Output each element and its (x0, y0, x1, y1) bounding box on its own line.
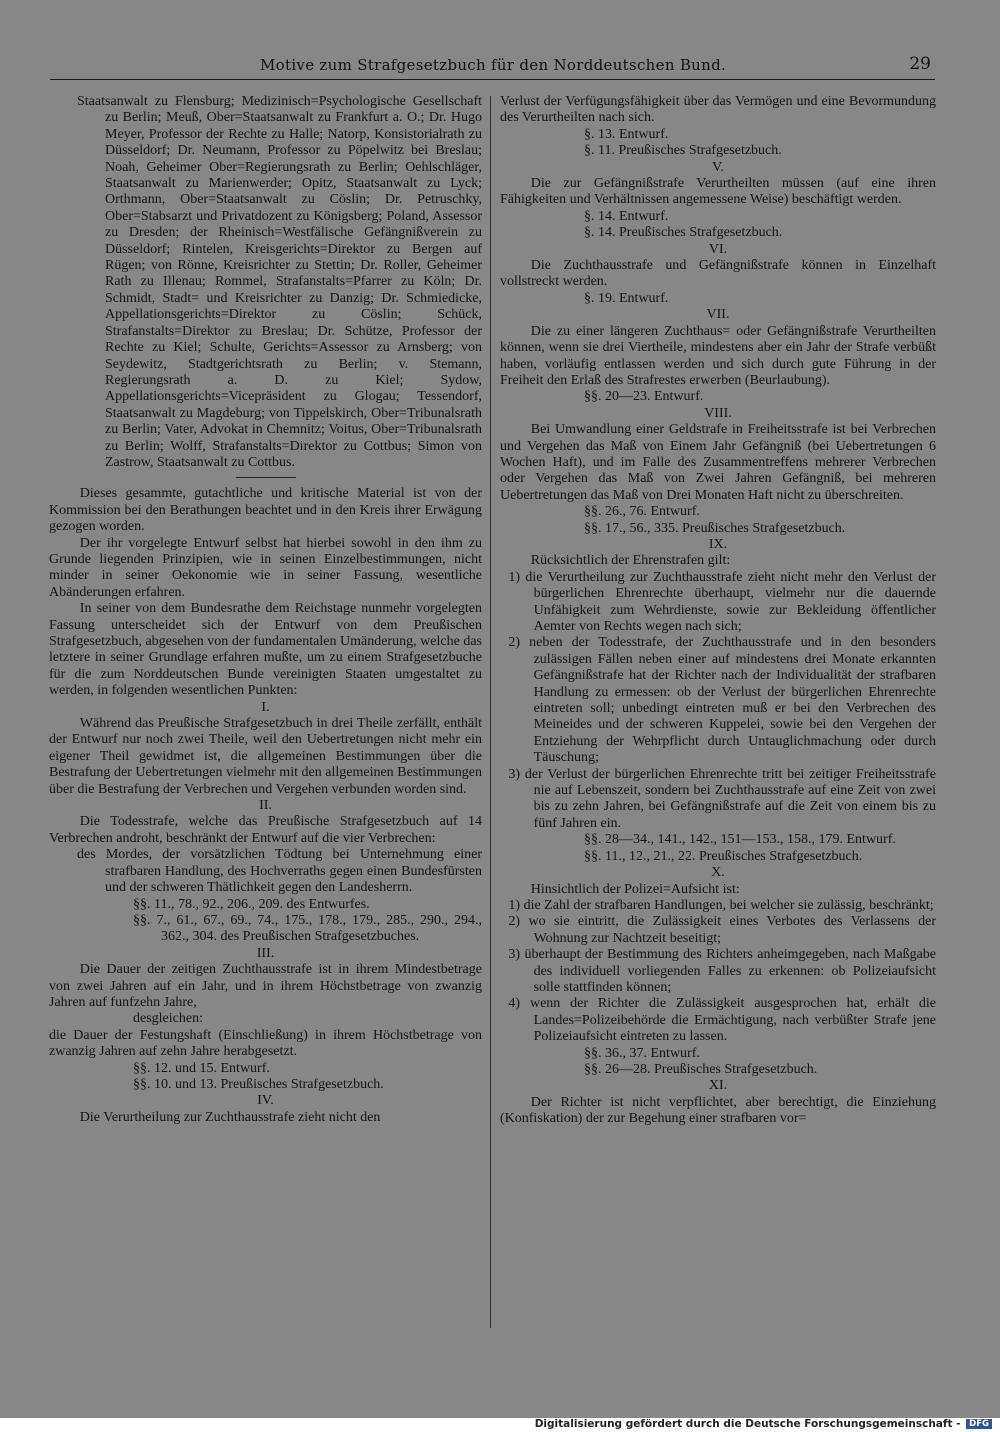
digitization-credit (535, 1418, 992, 1432)
list-item: 2) neben der Todesstrafe, der Zuchthausstrafe und in den besonders zulässigen Fällen neben einer auf mindestens drei Monate erkannten Gefängnißstrafe hat der Richter nach der Individualität der strafbaren Handlung zu ermessen: ob der Verlust der bürgerlichen Ehrenrechte eintreten soll; unbedingt eintreten muß er bei den Verbrechen des Meineides und der schweren Kuppelei, sowie bei den Vergehen der Entziehung der Wehrpflicht durch Untauglichmachung oder durch Täuschung; (508, 635, 936, 766)
names-list: Staatsanwalt zu Flensburg; Medizinisch=Psychologische Gesellschaft zu Berlin; Meuß, Ober=Staatsanwalt zu Frankfurt a. O.; Dr. Hugo Meyer, Professor der Rechte zu Halle; Natorp, Konsistorialrath zu Düsseldorf; Dr. Neumann, Professor zu Pöpelwitz bei Breslau; Noah, Geheimer Ober=Regierungsrath zu Berlin; Oehlschläger, Staatsanwalt zu Marienwerder; Opitz, Staatsanwalt zu Lyck; Orthmann, Ober=Staatsanwalt zu Cöslin; Dr. Petruschky, Ober=Stabsarzt und Privatdozent zu Königsberg; Poland, Assessor zu Dresden; der Rheinisch=Westfälische Gefängnißverein zu Düsseldorf; Rintelen, Kreisgerichts=Direktor zu Bergen auf Rügen; von Rönne, Kreisrichter zu Stettin; Dr. Roller, Geheimer Rath zu Illenau; Rommel, Strafanstalts=Pfarrer zu Köln; Dr. Schmidt, Stadt= und Kreisrichter zu Danzig; Dr. Schmiedicke, Appellationsgerichts=Direktor zu Cöslin; Schück, Strafanstalts=Direktor zu Breslau; Dr. Schütze, Professor der Rechte zu Kiel; Schulte, Gerichts=Assessor zu Arnsberg; von Seydewitz, Stadtgerichtsrath zu Berlin; v. Stemann, Regierungsrath a. D. zu Kiel; Sydow, Appellationsgerichts=Vicepräsident zu Glogau; Tessendorf, Staatsanwalt zu Magdeburg; von Tippelskirch, Ober=Tribunalsrath zu Berlin; Vater, Advokat in Chemnitz; Voitus, Ober=Tribunalsrath zu Berlin; Wolff, Strafanstalts=Direktor zu Cottbus; Simon von Zastrow, Staatsanwalt zu Cottbus. (77, 94, 482, 470)
paragraph: Der Richter ist nicht verpflichtet, aber berechtigt, die Einziehung (Konfiskation) der zur Begehung einer strafbaren vor= (500, 1094, 936, 1127)
section-heading: IV. (257, 1093, 274, 1109)
reference: §§. 28—34., 141., 142., 151—153., 158., 179. Entwurf. (584, 832, 896, 848)
section-heading: VII. (706, 307, 730, 323)
reference: §. 11. Preußisches Strafgesetzbuch. (584, 143, 782, 159)
left-column (49, 94, 482, 1126)
reference: §§. 11., 12., 21., 22. Preußisches Strafgesetzbuch. (584, 848, 863, 864)
paragraph: Bei Umwandlung einer Geldstrafe in Freiheitsstrafe ist bei Verbrechen und Vergehen das Maß von Einem Jahr Gefängniß (bei Uebertretungen 6 Wochen Haft), und im Falle des Zusammentreffens mehrerer Verbrechen oder Vergehen das Maß von Zwei Jahren Gefängniß, bei mehreren Uebertretungen das Maß von Drei Monaten Haft nicht zu überschreiten. (500, 422, 936, 503)
section-heading: X. (711, 865, 725, 881)
reference: §§. 26., 76. Entwurf. (584, 504, 700, 520)
paragraph: Die zu einer längeren Zuchthaus= oder Gefängnißstrafe Verurtheilten können, wenn sie drei Viertheile, mindestens aber ein Jahr der Strafe verbüßt haben, vorläufig entlassen werden und sich durch gute Führung in der Freiheit den Erlaß des Strafrestes erwerben (Beurlaubung). (500, 323, 936, 388)
paragraph: Die Verurtheilung zur Zuchthausstrafe zieht nicht den (79, 1109, 381, 1125)
reference: §§. 17., 56., 335. Preußisches Strafgesetzbuch. (584, 520, 846, 536)
credit-text: Digitalisierung gefördert durch die Deutsche Forschungsgemeinschaft - (534, 1418, 961, 1430)
list-item: 3) überhaupt der Bestimmung des Richters anheimgegeben, nach Maßgabe des individuell vorliegenden Falles zu erkennen: ob Polizeiaufsicht solle stattfinden können; (508, 947, 936, 995)
list-item: 3) der Verlust der bürgerlichen Ehrenrechte tritt bei zeitiger Freiheitsstrafe nie auf Lebenszeit, sondern bei Zuchthausstrafe auf eine Zeit von zwei bis zu zehn Jahren, bei Gefängnißstrafe auf die Zeit von einem bis zu fünf Jahren ein. (508, 766, 936, 831)
running-header (50, 56, 935, 76)
paragraph: Rücksichtlich der Ehrenstrafen gilt: (530, 553, 731, 569)
reference: §§. 7., 61., 67., 69., 74., 175., 178., 179., 285., 290., 294., 362., 304. des Preußischen Strafgesetzbuches. (133, 912, 482, 945)
list-item: 2) wo sie eintritt, die Zulässigkeit eines Verbotes des Verlassens der Wohnung zur Nachtzeit beseitigt; (508, 914, 936, 946)
paragraph: In seiner von dem Bundesrathe dem Reichstage nunmehr vorgelegten Fassung unterscheidet sich der Entwurf von dem Preußischen Strafgesetzbuch, abgesehen von der fundamentalen Umänderung, welche das letztere in seiner Grundlage erfahren mußte, um zu einem Strafgesetzbuche für die zum Norddeutschen Bunde vereinigten Staaten umgestaltet zu werden, in folgenden wesentlichen Punkten: (49, 601, 482, 699)
paragraph: Hinsichtlich der Polizei=Aufsicht ist: (530, 881, 740, 897)
right-column (500, 94, 936, 1128)
list-item: 1) die Verurtheilung zur Zuchthausstrafe zieht nicht mehr den Verlust der bürgerlichen Ehrenrechte überhaupt, vielmehr nur die dauernde Unfähigkeit zum Wehrdienste, sowie zur Bekleidung öffentlicher Aemter von Rechts wegen nach sich; (508, 569, 936, 634)
paragraph: Der ihr vorgelegte Entwurf selbst hat hierbei sowohl in den ihm zu Grunde liegenden Prinzipien, wie in seinen Einzelbestimmungen, nicht minder in seiner Oekonomie wie in seiner Fassung, wesentliche Abänderungen erfahren. (49, 535, 482, 600)
paragraph: Die Dauer der zeitigen Zuchthausstrafe ist in ihrem Mindestbetrage von zwei Jahren auf ein Jahr, und in ihrem Höchstbetrage von zwanzig Jahren auf funfzehn Jahre, (49, 962, 482, 1010)
paragraph: Dieses gesammte, gutachtliche und kritische Material ist von der Kommission bei den Berathungen beachtet und in den Kreis ihrer Erwägung gezogen worden. (49, 486, 482, 535)
reference: §. 14. Preußisches Strafgesetzbuch. (584, 225, 783, 241)
paragraph: Verlust der Verfügungsfähigkeit über das Vermögen und eine Bevormundung des Verurtheilten nach sich. (500, 94, 936, 126)
page-number: 29 (909, 54, 931, 74)
reference: §§. 12. und 15. Entwurf. (133, 1060, 270, 1076)
section-heading: V. (712, 159, 724, 175)
dfg-logo: DFG (966, 1419, 992, 1429)
paragraph: Die Todesstrafe, welche das Preußische Strafgesetzbuch auf 14 Verbrechen androht, beschränkt der Entwurf auf die vier Verbrechen: (49, 814, 482, 846)
section-heading: XI. (708, 1078, 728, 1094)
paragraph: die Dauer der Festungshaft (Einschließung) in ihrem Höchstbetrage von zwanzig Jahren auf zehn Jahre herabgesetzt. (49, 1027, 482, 1060)
reference: §. 19. Entwurf. (584, 290, 669, 306)
section-heading: II. (259, 798, 272, 814)
paragraph: Die Zuchthausstrafe und Gefängnißstrafe können in Einzelhaft vollstreckt werden. (500, 258, 936, 290)
reference: §. 14. Entwurf. (584, 208, 669, 224)
reference: §§. 10. und 13. Preußisches Strafgesetzbuch. (133, 1076, 384, 1092)
list-item: 4) wenn der Richter die Zulässigkeit ausgesprochen hat, erhält die Landes=Polizeibehörde die Ermächtigung, nach verbüßter Strafe jene Polizeiaufsicht eintreten zu lassen. (508, 996, 936, 1045)
section-heading: III. (256, 945, 275, 961)
reference: §§. 36., 37. Entwurf. (584, 1045, 700, 1061)
paragraph: Während das Preußische Strafgesetzbuch in drei Theile zerfällt, enthält der Entwurf nur noch zwei Theile, weil den Uebertretungen nicht mehr ein eigener Theil gewidmet ist, die allgemeinen Bestimmungen über die Bestrafung der Uebertretungen vielmehr mit den allgemeinen Bestimmungen über die Bestrafung der Verbrechen und Vergehen verbunden worden sind. (49, 716, 482, 797)
reference: §§. 26—28. Preußisches Strafgesetzbuch. (584, 1061, 818, 1077)
header-rule (50, 79, 935, 80)
header-title: Motive zum Strafgesetzbuch für den Norddeutschen Bund. (260, 56, 727, 74)
separator-rule (236, 477, 296, 478)
section-heading: I. (261, 699, 270, 715)
paragraph: Die zur Gefängnißstrafe Verurtheilten müssen (auf eine ihren Fähigkeiten und Verhältnissen angemessene Weise) beschäftigt werden. (500, 176, 936, 208)
reference: §§. 20—23. Entwurf. (584, 389, 704, 405)
list-item: 1) die Zahl der strafbaren Handlungen, bei welcher sie zulässig, beschränkt; (508, 897, 934, 913)
paragraph: desgleichen: (133, 1011, 203, 1027)
section-heading: VIII. (704, 405, 732, 421)
section-heading: VI. (708, 241, 728, 257)
section-heading: IX. (708, 536, 728, 552)
reference: §. 13. Entwurf. (584, 126, 669, 142)
column-divider (490, 96, 491, 1328)
reference: §§. 11., 78., 92., 206., 209. des Entwurfes. (133, 896, 370, 912)
crime-list: des Mordes, der vorsätzlichen Tödtung bei Unternehmung einer strafbaren Handlung, des Hochverraths gegen einen Bundesfürsten und der schweren Thätlichkeit gegen den Landesherrn. (77, 847, 482, 896)
